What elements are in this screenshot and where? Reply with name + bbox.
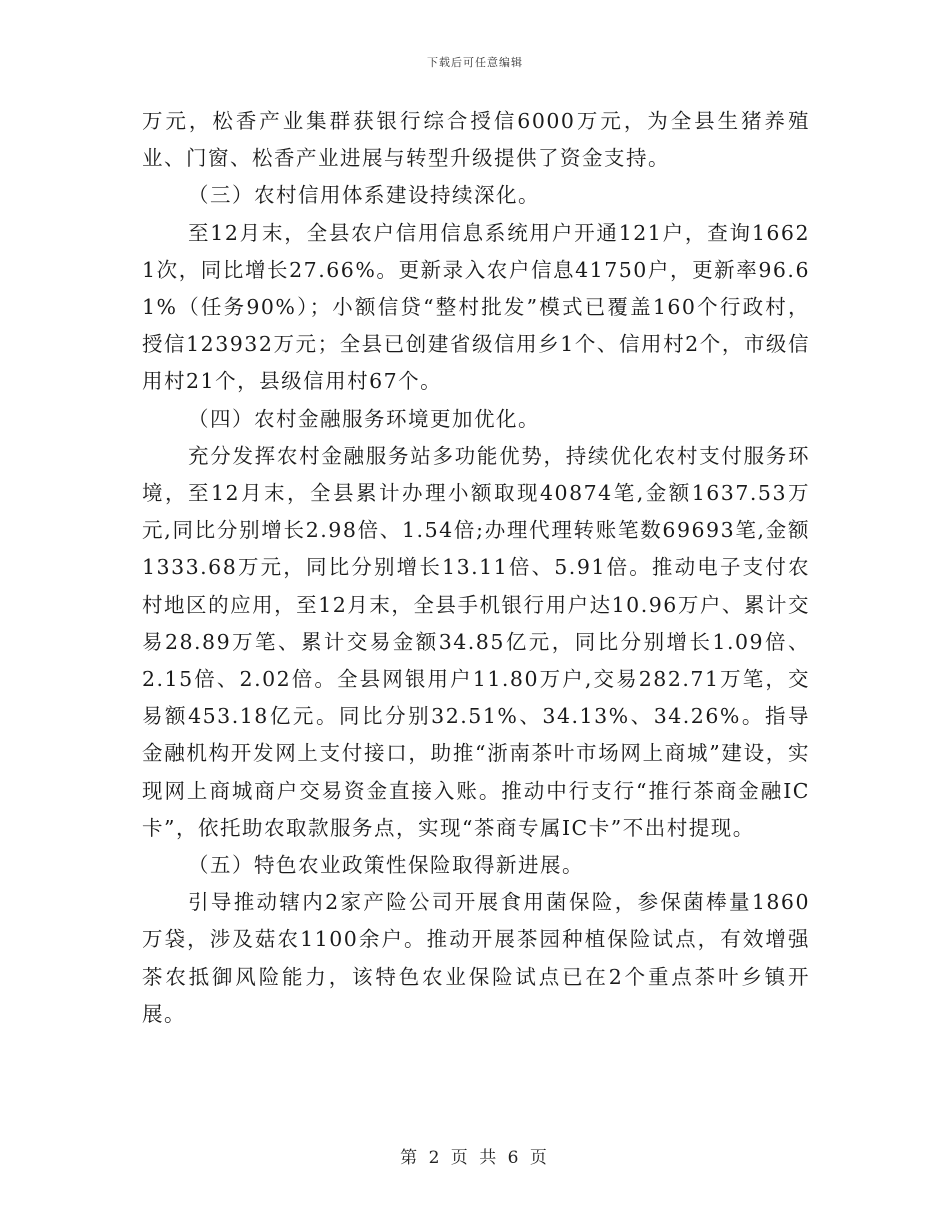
section-heading-3: （三）农村信用体系建设持续深化。 (188, 183, 540, 208)
section-heading-5: （五）特色农业政策性保险取得新进展。 (188, 853, 584, 878)
section-heading-4: （四）农村金融服务环境更加优化。 (188, 406, 540, 431)
paragraph-agri-insurance: 引导推动辖内2家产险公司开展食用菌保险，参保菌棒量1860万袋，涉及菇农1100余户。推动开展茶园种植保险试点，有效增强茶农抵御风险能力，该特色农业保险试点已在2个重点茶叶乡镇开展。 (142, 890, 810, 1026)
page-number-footer: 第 2 页 共 6 页 (400, 1148, 550, 1168)
document-body (142, 103, 810, 1033)
paragraph-financial-services: 充分发挥农村金融服务站多功能优势，持续优化农村支付服务环境，至12月末，全县累计办理小额取现40874笔,金额1637.53万元,同比分别增长2.98倍、1.54倍;办理代理转账笔数69693笔,金额1333.68万元，同比分别增长13.11倍、5.91倍。推动电子支付农村地区的应用，至12月末，全县手机银行用户达10.96万户、累计交易28.89万笔、累计交易金额34.85亿元，同比分别增长1.09倍、2.15倍、2.02倍。全县网银用户11.80万户,交易282.71万笔，交易额453.18亿元。同比分别32.51%、34.13%、34.26%。指导金融机构开发网上支付接口，助推“浙南茶叶市场网上商城”建设，实现网上商城商户交易资金直接入账。推动中行支行“推行茶商金融IC卡”，依托助农取款服务点，实现“茶商专属IC卡”不出村提现。 (142, 443, 810, 840)
page-header-note: 下载后可任意编辑 (427, 56, 523, 69)
paragraph-continuation: 万元，松香产业集群获银行综合授信6000万元，为全县生猪养殖业、门窗、松香产业进展与转型升级提供了资金支持。 (142, 109, 810, 171)
paragraph-credit-system: 至12月末，全县农户信用信息系统用户开通121户，查询16621次，同比增长27.66%。更新录入农户信息41750户，更新率96.61%（任务90%）；小额信贷“整村批发”模式已覆盖160个行政村，授信123932万元；全县已创建省级信用乡1个、信用村2个，市级信用村21个，县级信用村67个。 (142, 220, 810, 394)
